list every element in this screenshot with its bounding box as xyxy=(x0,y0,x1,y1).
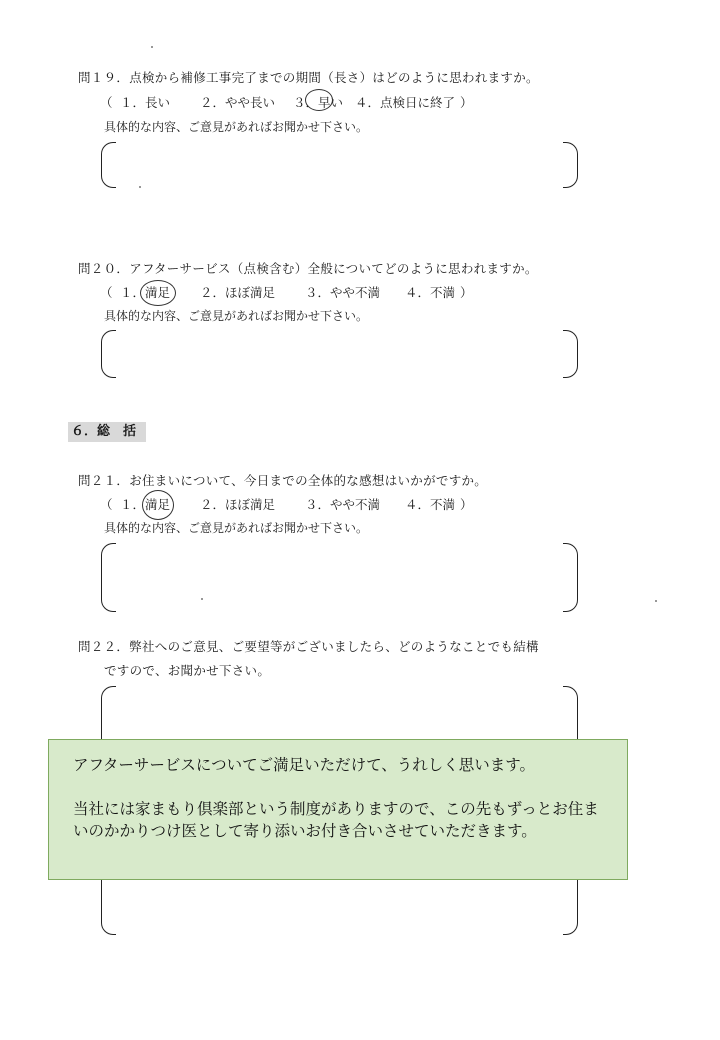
scan-speck xyxy=(151,46,153,48)
q20-answer-bracket-right xyxy=(563,330,578,378)
q19-option-4[interactable]: ４．点検日に終了 xyxy=(355,95,456,110)
q21-option-3[interactable]: ３．やや不満 xyxy=(305,497,381,512)
q19-option-3[interactable]: ３．早い xyxy=(293,95,344,110)
q21-answer-circle xyxy=(142,490,174,520)
q22-title-line2: ですので、お聞かせ下さい。 xyxy=(104,663,271,678)
scan-speck xyxy=(139,186,141,188)
q21-answer-area[interactable] xyxy=(120,547,550,607)
comment-line-2: 当社には家まもり倶楽部という制度がありますので、この先もずっとお住まいのかかりつけ医として寄り添いお付き合いさせていただきます。 xyxy=(73,800,599,840)
q21-option-2[interactable]: ２．ほぼ満足 xyxy=(200,497,276,512)
section-heading: ６．総 括 xyxy=(68,422,146,442)
q20-option-3[interactable]: ３．やや不満 xyxy=(305,285,381,300)
response-comment-box xyxy=(48,739,628,880)
q20-choices xyxy=(0,283,720,301)
q21-option-4[interactable]: ４．不満 xyxy=(405,497,456,512)
q21-prompt: 具体的な内容、ご意見があればお聞かせ下さい。 xyxy=(104,521,369,535)
q21-option-1[interactable]: １．満足 xyxy=(120,497,171,512)
q21-close-paren: ） xyxy=(460,497,473,512)
q21-answer-bracket-right xyxy=(563,543,578,612)
q19-answer-bracket-right xyxy=(563,142,578,188)
q20-option-1[interactable]: １．満足 xyxy=(120,285,171,300)
q19-choices xyxy=(0,93,720,111)
q19-answer-bracket-left xyxy=(101,142,116,188)
q19-answer-area[interactable] xyxy=(120,146,550,184)
q20-option-2[interactable]: ２．ほぼ満足 xyxy=(200,285,276,300)
scan-speck xyxy=(201,598,203,600)
q21-choices xyxy=(0,495,720,513)
q22-title-line1: 問２２．弊社へのご意見、ご要望等がございましたら、どのようなことでも結構 xyxy=(78,639,539,654)
q20-close-paren: ） xyxy=(460,285,473,300)
scan-speck xyxy=(655,600,657,602)
q20-option-4[interactable]: ４．不満 xyxy=(405,285,456,300)
comment-line-1: アフターサービスについてご満足いただけて、うれしく思います。 xyxy=(73,756,536,774)
q19-answer-circle xyxy=(305,89,333,111)
q20-answer-area[interactable] xyxy=(120,334,550,374)
q21-title: 問２１．お住まいについて、今日までの全体的な感想はいかがですか。 xyxy=(78,473,488,488)
q19-title: 問１９．点検から補修工事完了までの期間（長さ）はどのように思われますか。 xyxy=(78,70,539,85)
q20-prompt: 具体的な内容、ご意見があればお聞かせ下さい。 xyxy=(104,309,369,323)
q20-answer-bracket-left xyxy=(101,330,116,378)
q19-option-2[interactable]: ２．やや長い xyxy=(200,95,276,110)
q19-prompt: 具体的な内容、ご意見があればお聞かせ下さい。 xyxy=(104,120,369,134)
q21-answer-bracket-left xyxy=(101,543,116,612)
q20-open-paren: （ xyxy=(100,285,113,300)
q21-open-paren: （ xyxy=(100,497,113,512)
q19-open-paren: （ xyxy=(100,95,113,110)
q19-option-1[interactable]: １．長い xyxy=(120,95,171,110)
q20-answer-circle xyxy=(140,280,176,306)
q20-title: 問２０．アフターサービス（点検含む）全般についてどのように思われますか。 xyxy=(78,261,538,276)
q19-close-paren: ） xyxy=(460,95,473,110)
